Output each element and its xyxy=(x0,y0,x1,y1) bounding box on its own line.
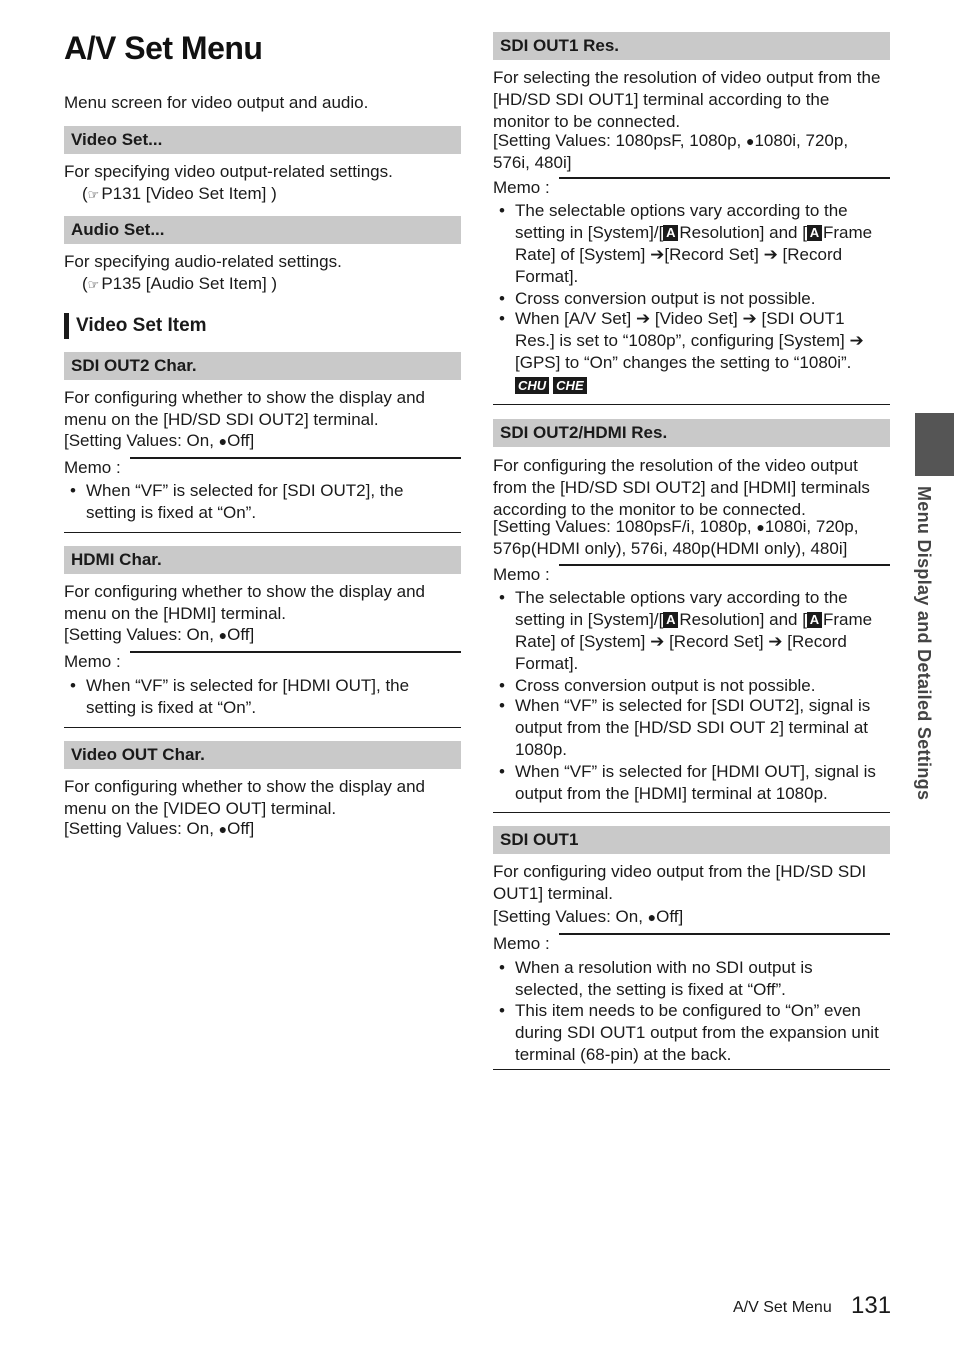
bullet-line xyxy=(515,609,890,631)
default-dot-icon: ● xyxy=(218,821,228,837)
desc-line: For configuring whether to show the display and xyxy=(64,582,425,601)
text-part: Resolution] and [ xyxy=(679,223,807,242)
values-prefix: [Setting Values: On, xyxy=(64,819,219,838)
values-prefix: [Setting Values: 1080psF, 1080p, xyxy=(493,131,746,150)
hdmi-char-description xyxy=(64,581,464,625)
video-out-char-heading: Video OUT Char. xyxy=(64,741,461,769)
video-set-description xyxy=(64,161,464,206)
sdi-out2-hdmi-res-heading: SDI OUT2/HDMI Res. xyxy=(493,419,890,447)
sdi-out2-char-heading: SDI OUT2 Char. xyxy=(64,352,461,380)
bullet-line xyxy=(515,308,890,330)
values-default: 1080i, 720p, xyxy=(754,131,849,150)
desc-line: For configuring the resolution of the video output xyxy=(493,456,858,475)
bullet-line: • When “VF” is selected for [HDMI OUT], the xyxy=(86,676,410,695)
bullet-line xyxy=(515,222,890,244)
bullet-line: [GPS] to “On” changes the setting to “1080i”. xyxy=(515,353,852,372)
audio-set-ref[interactable]: (☞ P135 [Audio Set Item] ) xyxy=(82,274,278,293)
sdi-out2-char-values xyxy=(64,430,464,452)
hdmi-char-values xyxy=(64,624,464,646)
chu-tag-icon: CHU xyxy=(515,377,549,394)
text-part: Rate] of [System] xyxy=(515,245,651,264)
hdmi-char-bullet xyxy=(64,675,461,719)
hdmi-char-heading: HDMI Char. xyxy=(64,546,461,574)
values-line: 576i, 480i] xyxy=(493,153,572,172)
bullet-line: during SDI OUT1 output from the expansion unit xyxy=(515,1023,879,1042)
text-part: Frame xyxy=(822,223,873,242)
section-divider xyxy=(493,404,890,405)
bullet-line: • When “VF” is selected for [SDI OUT2], the xyxy=(86,481,404,500)
sdi-out2-char-bullet xyxy=(64,480,461,524)
arrow-right-icon: ➔ xyxy=(650,632,665,651)
footer-section-label: A/V Set Menu xyxy=(733,1299,832,1316)
page-reference-icon: ☞ xyxy=(87,277,100,292)
bullet-line: • When “VF” is selected for [SDI OUT2], signal is xyxy=(515,696,871,715)
sdi-out2-char-memo xyxy=(64,458,461,478)
a-badge-icon: A xyxy=(663,612,678,628)
memo-rule xyxy=(130,651,461,653)
arrow-right-icon: ➔ xyxy=(650,245,665,264)
desc-line: For configuring whether to show the display and xyxy=(64,777,425,796)
bullet-line xyxy=(515,244,890,266)
arrow-right-icon: ➔ xyxy=(742,309,757,328)
values-prefix: [Setting Values: On, xyxy=(64,625,219,644)
values-prefix: [Setting Values: On, xyxy=(493,907,648,926)
bullet-line: output from the [HDMI] terminal at 1080p. xyxy=(515,784,828,803)
desc-line: menu on the [HDMI] terminal. xyxy=(64,604,287,623)
sdi-out2-hdmi-res-bullet-2: • Cross conversion output is not possible. xyxy=(493,675,890,697)
default-dot-icon: ● xyxy=(218,627,228,643)
bullet-line: selected, the setting is fixed at “Off”. xyxy=(515,980,786,999)
desc-line: For configuring whether to show the display and xyxy=(64,388,425,407)
video-set-ref-text: P131 [Video Set Item] ) xyxy=(101,184,277,203)
sdi-out1-res-bullet-2: • Cross conversion output is not possible. xyxy=(493,288,890,310)
bullet-line: setting is fixed at “On”. xyxy=(86,503,257,522)
chapter-tab-marker xyxy=(915,413,954,476)
sdi-out2-hdmi-res-bullet-4 xyxy=(493,761,890,805)
bullet-line: • When a resolution with no SDI output is xyxy=(515,958,813,977)
hdmi-char-memo xyxy=(64,652,461,672)
sdi-out1-res-bullet-1 xyxy=(493,200,890,288)
video-set-ref[interactable]: (☞ P131 [Video Set Item] ) xyxy=(82,184,277,203)
sdi-out1-heading: SDI OUT1 xyxy=(493,826,890,854)
a-badge-icon: A xyxy=(807,225,822,241)
sdi-out1-res-description xyxy=(493,67,893,133)
bullet-line: 1080p. xyxy=(515,740,567,759)
desc-line: For configuring video output from the [HD/SD SDI xyxy=(493,862,867,881)
sdi-out2-hdmi-res-bullet-3 xyxy=(493,695,890,761)
sdi-out1-bullet-2 xyxy=(493,1000,890,1066)
sdi-out2-hdmi-res-values xyxy=(493,516,893,560)
values-line: 576p(HDMI only), 576i, 480p(HDMI only), 480i] xyxy=(493,539,848,558)
memo-label: Memo : xyxy=(493,934,550,953)
values-default: Off] xyxy=(656,907,684,926)
text-part: [Record xyxy=(782,632,847,651)
values-default: 1080i, 720p, xyxy=(764,517,859,536)
sdi-out1-res-memo xyxy=(493,178,890,198)
bullet-line: Format]. xyxy=(515,654,579,673)
memo-rule xyxy=(130,457,461,459)
video-set-item-title: Video Set Item xyxy=(64,313,207,339)
memo-rule xyxy=(559,177,890,179)
a-badge-icon: A xyxy=(663,225,678,241)
default-dot-icon: ● xyxy=(756,519,765,535)
text-part: [Video Set] xyxy=(650,309,743,328)
desc-line: according to the monitor to be connected. xyxy=(493,500,806,519)
memo-label: Memo : xyxy=(64,652,121,671)
bullet-line: terminal (68-pin) at the back. xyxy=(515,1045,732,1064)
sdi-out2-hdmi-res-memo xyxy=(493,565,890,585)
text-part: Resolution] and [ xyxy=(679,610,807,629)
section-divider xyxy=(64,727,461,728)
chapter-side-label: Menu Display and Detailed Settings xyxy=(914,486,934,801)
desc-line: menu on the [HD/SD SDI OUT2] terminal. xyxy=(64,410,379,429)
desc-line: [HD/SD SDI OUT1] terminal according to the xyxy=(493,90,830,109)
arrow-right-icon: ➔ xyxy=(763,245,778,264)
text-part: setting in [System]/[ xyxy=(515,610,664,629)
default-dot-icon: ● xyxy=(218,433,228,449)
audio-set-desc-line: For specifying audio-related settings. xyxy=(64,252,342,271)
sdi-out1-res-heading: SDI OUT1 Res. xyxy=(493,32,890,60)
sdi-out2-hdmi-res-bullet-1 xyxy=(493,587,890,675)
bullet-line: • When “VF” is selected for [HDMI OUT], signal is xyxy=(515,762,876,781)
desc-line: from the [HD/SD SDI OUT2] and [HDMI] terminals xyxy=(493,478,870,497)
memo-label: Memo : xyxy=(64,458,121,477)
arrow-right-icon: ➔ xyxy=(768,632,783,651)
text-part: Rate] of [System] xyxy=(515,632,651,651)
arrow-right-icon: ➔ xyxy=(849,331,864,350)
sdi-out1-res-values xyxy=(493,130,893,174)
section-divider xyxy=(493,1069,890,1070)
arrow-right-icon: ➔ xyxy=(635,309,651,328)
text-part: setting in [System]/[ xyxy=(515,223,664,242)
values-prefix: [Setting Values: On, xyxy=(64,431,219,450)
text-part: [Record Set] xyxy=(664,632,769,651)
text-part: When [A/V Set] xyxy=(515,309,636,328)
text-part: Frame xyxy=(822,610,873,629)
bullet-line: • This item needs to be configured to “On” even xyxy=(515,1001,861,1020)
values-default: Off] xyxy=(227,625,255,644)
sdi-out2-char-description xyxy=(64,387,464,431)
bullet-line: • The selectable options vary according to the xyxy=(515,588,848,607)
model-tags xyxy=(515,374,890,396)
sdi-out1-values xyxy=(493,906,893,928)
bullet-line: setting is fixed at “On”. xyxy=(86,698,257,717)
che-tag-icon: CHE xyxy=(553,377,586,394)
desc-line: OUT1] terminal. xyxy=(493,884,613,903)
text-part: [Record Set] xyxy=(664,245,764,264)
page-number: 131 xyxy=(851,1292,892,1319)
sdi-out1-memo xyxy=(493,934,890,954)
a-badge-icon: A xyxy=(807,612,822,628)
desc-line: menu on the [VIDEO OUT] terminal. xyxy=(64,799,337,818)
video-out-char-description xyxy=(64,776,464,820)
video-out-char-values xyxy=(64,818,464,840)
sdi-out1-bullet-1 xyxy=(493,957,890,1001)
desc-line: monitor to be connected. xyxy=(493,112,681,131)
default-dot-icon: ● xyxy=(647,909,657,925)
bullet-line: output from the [HD/SD SDI OUT 2] terminal at xyxy=(515,718,869,737)
memo-label: Memo : xyxy=(493,178,550,197)
section-divider xyxy=(493,812,890,813)
audio-set-ref-text: P135 [Audio Set Item] ) xyxy=(101,274,278,293)
text-part: [Record xyxy=(777,245,843,264)
audio-set-description xyxy=(64,251,464,296)
sdi-out2-hdmi-res-description xyxy=(493,455,893,521)
section-divider xyxy=(64,532,461,533)
bullet-line xyxy=(515,631,890,653)
bullet-line: Format]. xyxy=(515,267,579,286)
values-default: Off] xyxy=(227,431,255,450)
values-default: Off] xyxy=(227,819,255,838)
sdi-out1-description xyxy=(493,861,893,905)
bullet-line: • The selectable options vary according to the xyxy=(515,201,848,220)
bullet-line xyxy=(515,330,890,352)
memo-label: Memo : xyxy=(493,565,550,584)
video-set-desc-line: For specifying video output-related settings. xyxy=(64,162,393,181)
page-title: A/V Set Menu xyxy=(64,30,263,66)
page-reference-icon: ☞ xyxy=(87,187,100,202)
values-prefix: [Setting Values: 1080psF/i, 1080p, xyxy=(493,517,757,536)
page-intro: Menu screen for video output and audio. xyxy=(64,93,369,112)
audio-set-heading: Audio Set... xyxy=(64,216,461,244)
memo-rule xyxy=(559,564,890,566)
sdi-out1-res-bullet-3 xyxy=(493,308,890,396)
default-dot-icon: ● xyxy=(745,133,755,149)
video-set-heading: Video Set... xyxy=(64,126,461,154)
memo-rule xyxy=(559,933,890,935)
text-part: [SDI OUT1 xyxy=(756,309,845,328)
text-part: Res.] is set to “1080p”, configuring [System] xyxy=(515,331,850,350)
desc-line: For selecting the resolution of video output from the xyxy=(493,68,881,87)
